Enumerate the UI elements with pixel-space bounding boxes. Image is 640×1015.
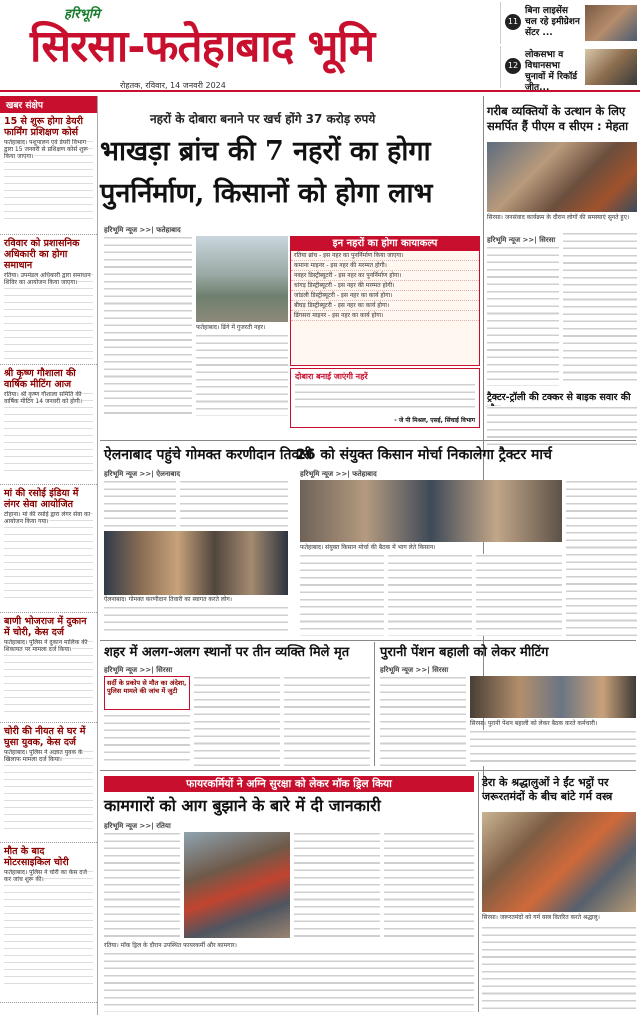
quote-author: - जे पी मिश्रल, एसई, सिंचाई विभाग [394, 417, 475, 424]
briefs-column [0, 96, 98, 1015]
brief-title: रविवार को प्रशासनिक अधिकारी का होगा समाधान [4, 238, 80, 271]
kisan-body-1 [566, 480, 637, 636]
kisan-photo [300, 480, 562, 542]
list-item: ढिंगसरा माइनर - इस नहर का कार्य होगा। [291, 311, 479, 321]
elnabad-photo-caption: ऐलनाबाद। गोमक्त करणीदान तिवारी का स्वागत करते लोग। [104, 596, 233, 603]
brief-item[interactable] [0, 365, 97, 485]
fire-byline: हरिभूमि न्यूज >>| रतिया [104, 822, 171, 830]
brief-title: मौत के बाद मोटरसाइकिल चोरी [4, 846, 69, 868]
brief-body: फतेहाबाद। पुलिस ने चोरी का केस दर्ज कर जांच शुरू की। [4, 869, 93, 989]
section-rule [100, 440, 636, 441]
deaths-body-1 [104, 714, 190, 766]
masthead [0, 0, 640, 92]
brief-item[interactable] [0, 485, 97, 613]
elnabad-body-2 [180, 480, 288, 528]
pension-body-2 [470, 730, 636, 766]
pension-photo [470, 676, 636, 718]
right-top-headline[interactable]: गरीब व्यक्तियों के उत्थान के लिए समर्पित हैं पीएम व सीएम : मेहता [487, 104, 629, 133]
brand-small: हरिभूमि [64, 7, 100, 22]
promo-text: लोकसभा व विधानसभा चुनावों में रिकॉर्ड जीत... [525, 50, 578, 93]
lead-body-column-1 [104, 236, 192, 416]
elnabad-photo [104, 531, 288, 595]
lead-body-column-2 [196, 334, 288, 416]
kisan-body-2 [300, 554, 384, 636]
meeting-photo-caption: सिरसा। जनसंवाद कार्यक्रम के दौरान लोगों की समस्याएं सुनते हुए। [487, 214, 630, 221]
brief-title: चोरी की नीयत से घर में घुसा युवक, केस दर्ज [4, 726, 86, 748]
lead-headline-line1[interactable]: भाखड़ा ब्रांच की 7 नहरों का होगा [100, 136, 431, 167]
dateline: रोहतक, रविवार, 14 जनवरी 2024 [120, 81, 226, 90]
brief-item[interactable] [0, 843, 97, 1003]
quote-body [295, 383, 475, 413]
right-top-body-1 [487, 246, 559, 386]
brief-title: 15 से शुरू होगा डेयरी फार्मिंग प्रशिक्षण कोर्स [4, 116, 83, 138]
section-rule [100, 640, 636, 641]
fire-body-3 [384, 832, 474, 938]
kisan-byline: हरिभूमि न्यूज >>| फतेहाबाद [300, 470, 377, 478]
brief-body: टोहाना। मां की रसोई द्वारा लंगर सेवा का आयोजन किया गया। [4, 511, 93, 601]
promo-1[interactable] [500, 2, 638, 44]
dera-body [482, 926, 636, 1012]
brand-title: सिरसा-फतेहाबाद भूमि [30, 21, 375, 72]
section-rule [100, 770, 636, 771]
pension-headline[interactable]: पुरानी पेंशन बहाली को लेकर मीटिंग [380, 645, 549, 660]
promo-page-number: 12 [505, 58, 521, 74]
brief-item[interactable] [0, 613, 97, 723]
list-item: रतिया ब्रांच - इस नहर का पुनर्निर्माण किया जाएगा। [291, 251, 479, 261]
canal-list [291, 251, 479, 321]
lead-kicker: नहरों के दोबारा बनाने पर खर्च होंगे 37 करोड़ रुपये [150, 112, 376, 126]
canal-photo-caption: फतेहाबाद। ढिंगे में गुजरती नहर। [196, 324, 266, 331]
promo-photo [585, 49, 637, 85]
dera-photo [482, 812, 636, 912]
brief-body: रतिया। श्री कृष्ण गौशाला समिति की वार्षिक मीटिंग 14 जनवरी को होगी। [4, 391, 93, 471]
lead-byline: हरिभूमि न्यूज >>| फतेहाबाद [104, 226, 181, 234]
fire-body-1 [104, 832, 180, 938]
fire-drill-photo [184, 832, 290, 938]
list-item: कमाना माइनर - इस नहर की मरम्मत होगी। [291, 261, 479, 271]
deaths-body-3 [284, 676, 370, 766]
brief-body: फतेहाबाद। पुलिस ने दुकान मालिक की शिकायत पर मामला दर्ज किया। [4, 639, 93, 713]
deaths-headline[interactable]: शहर में अलग-अलग स्थानों पर तीन व्यक्ति मिले मृत [104, 645, 350, 660]
elnabad-body-3 [104, 606, 288, 636]
meeting-photo [487, 142, 637, 212]
fire-body-2 [294, 832, 380, 938]
promo-photo [585, 5, 637, 41]
elnabad-headline[interactable]: ऐलनाबाद पहुंचे गोमक्त करणीदान तिवारी [104, 447, 313, 463]
brief-body: फतेहाबाद। पशुपालन एवं डेयरी विभाग द्वारा 15 जनवरी से प्रशिक्षण कोर्स शुरू किया जाएगा। [4, 139, 93, 219]
brief-body: फतेहाबाद। पुलिस ने अज्ञात युवक के खिलाफ मामला दर्ज किया। [4, 749, 93, 831]
dera-headline[interactable]: डेरा के श्रद्धालुओं ने ईंट भट्ठों पर जरूरतमंदों के बीच बांटे गर्म वस्त्र [482, 776, 613, 803]
official-quote-box [290, 368, 480, 428]
elnabad-byline: हरिभूमि न्यूज >>| ऐलनाबाद [104, 470, 181, 478]
right-top-byline: हरिभूमि न्यूज >>| सिरसा [487, 236, 556, 244]
canal-list-title: इन नहरों का होगा कायाकल्प [291, 237, 479, 251]
briefs-header: खबर संक्षेप [0, 96, 97, 113]
brief-item[interactable] [0, 113, 97, 235]
elnabad-body-1 [104, 480, 176, 528]
deaths-byline: हरिभूमि न्यूज >>| सिरसा [104, 666, 173, 674]
kisan-photo-caption: फतेहाबाद। संयुक्त किसान मोर्चा की बैठक में भाग लेते किसान। [300, 544, 436, 551]
kisan-headline[interactable]: 26 को संयुक्त किसान मोर्चा निकालेगा ट्रैक्टर मार्च [296, 447, 552, 463]
pension-body-1 [380, 676, 466, 766]
list-item: नवहर डिस्ट्रीब्यूटरी - इस नहर का पुनर्निर्माण होगा। [291, 271, 479, 281]
quote-title: दोबारा बनाई जाएंगी नहरें [295, 372, 368, 381]
fire-photo-caption: रतिया। मॉक ड्रिल के दौरान उपस्थित फायरकर्मी और कामगार। [104, 942, 237, 949]
right-top-body-2 [563, 232, 637, 386]
kisan-body-4 [476, 554, 562, 636]
dera-photo-caption: सिरसा। जरूरतमंदों को गर्म वस्त्र वितरित करते श्रद्धालु। [482, 914, 600, 921]
lead-headline-line2[interactable]: पुनर्निर्माण, किसानों को होगा लाभ [100, 178, 433, 209]
right-mid-headline[interactable]: ट्रैक्टर-ट्रॉली की टक्कर से बाइक सवार की [487, 392, 631, 403]
fire-headline[interactable]: कामगारों को आग बुझाने के बारे में दी जानकारी [104, 796, 381, 815]
brief-item[interactable] [0, 723, 97, 843]
brief-item[interactable] [0, 235, 97, 365]
promo-2[interactable] [500, 46, 638, 93]
brief-title: बाणी भोजराज में दुकान में चोरी, केस दर्ज [4, 616, 87, 638]
promo-text: बिना लाइसेंस चल रहे इमीग्रेशन सेंटर ... [525, 6, 580, 38]
kisan-body-3 [388, 554, 472, 636]
brief-body: रतिया। उपमंडल अधिकारी द्वारा समाधान शिविर का आयोजन किया जाएगा। [4, 272, 93, 362]
pension-byline: हरिभूमि न्यूज >>| सिरसा [380, 666, 449, 674]
pension-photo-caption: सिरसा। पुरानी पेंशन बहाली को लेकर बैठक करते कर्मचारी। [470, 720, 598, 727]
canal-list-box [290, 236, 480, 366]
fire-kicker: फायरकर्मियों ने अग्नि सुरक्षा को लेकर मॉक ड्रिल किया [104, 776, 474, 792]
list-item: जांडली डिस्ट्रीब्यूटरी - इस नहर का कार्य होगा। [291, 291, 479, 301]
deaths-inset: सर्दी के प्रकोप से मौत का अंदेशा, पुलिस मामले की जांच में जुटी [104, 676, 190, 710]
deaths-body-2 [194, 676, 280, 766]
list-item: धांगड़ डिस्ट्रीब्यूटरी - इस नहर की मरम्मत होगी। [291, 281, 479, 291]
brief-title: मां की रसोई इंडिया में लंगर सेवा आयोजित [4, 488, 79, 510]
list-item: बीघड़ डिस्ट्रीब्यूटरी - इस नहर का कार्य होगा। [291, 301, 479, 311]
promo-page-number: 11 [505, 14, 521, 30]
brief-title: श्री कृष्ण गौशाला की वार्षिक मीटिंग आज [4, 368, 76, 390]
fire-body-4 [104, 952, 474, 1012]
canal-photo [196, 236, 288, 322]
column-rule [478, 772, 479, 1012]
column-rule [374, 642, 375, 766]
